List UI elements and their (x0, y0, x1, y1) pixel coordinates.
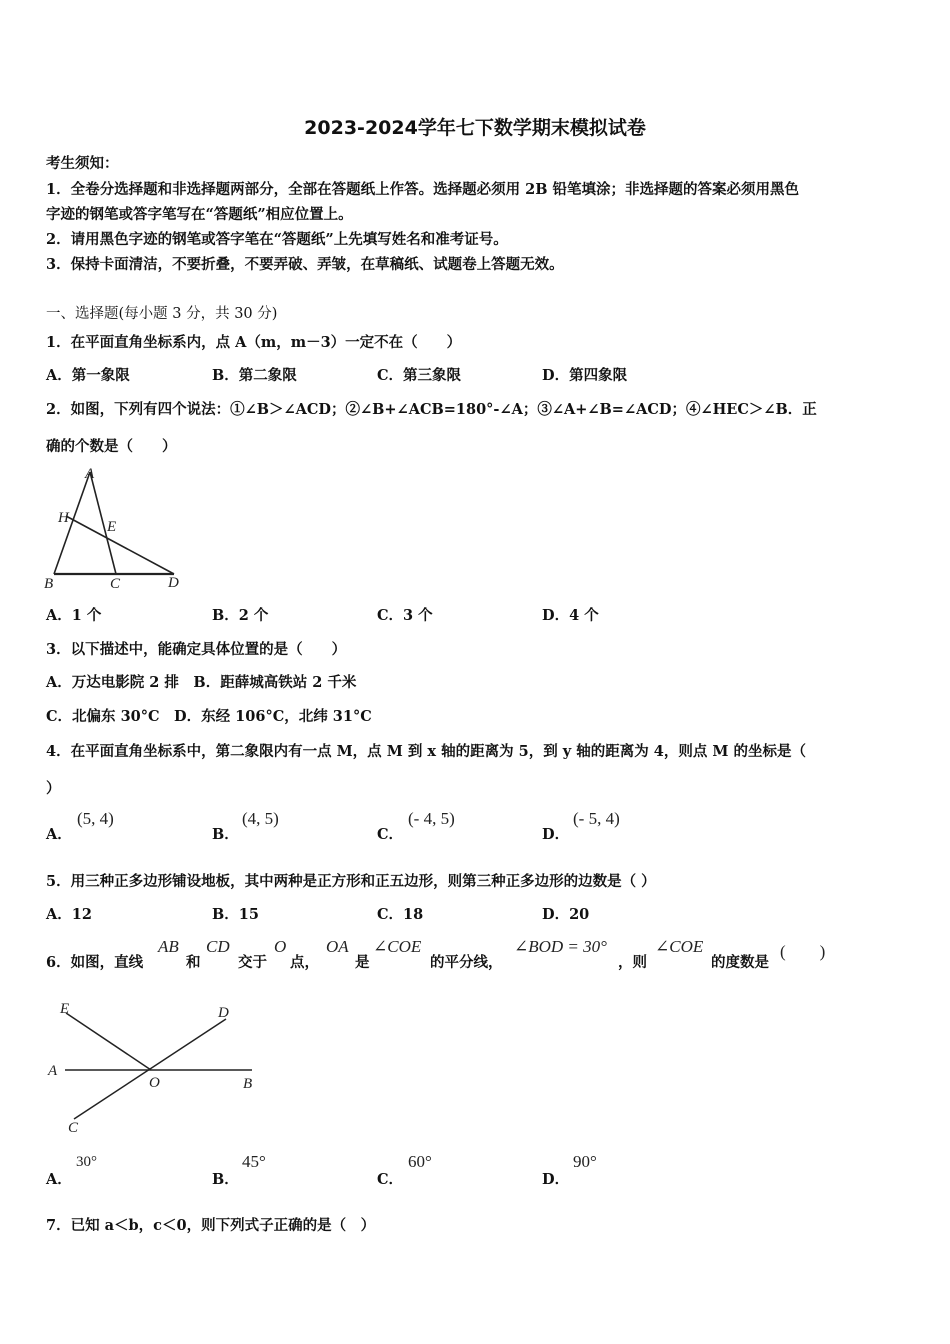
q3-options-ab[interactable]: A．万达电影院 2 排 B．距薛城高铁站 2 千米 (46, 674, 357, 691)
q2-label-e: E (107, 519, 117, 535)
q6-option-b-value: 45° (242, 1152, 266, 1171)
q6-text-6: 的平分线， (430, 954, 503, 971)
q6-label-b: B (243, 1076, 253, 1092)
q5-option-a[interactable]: A．12 (46, 906, 92, 923)
q2-triangle-figure (40, 462, 200, 597)
page-title: 2023-2024学年七下数学期末模拟试卷 (304, 117, 646, 139)
q5-stem: 5．用三种正多边形铺设地板，其中两种是正方形和正五边形，则第三种正多边形的边数是（ ） (46, 873, 656, 890)
q6-option-b[interactable]: B． (212, 1171, 239, 1188)
q2-label-b: B (44, 576, 54, 592)
notice-line-3: 3．保持卡面清洁，不要折叠，不要弄破、弄皱，在草稿纸、试题卷上答题无效。 (46, 256, 564, 273)
notice-heading: 考生须知： (46, 155, 119, 172)
q1-stem: 1．在平面直角坐标系内，点 A（m，m－3）一定不在（ ） (46, 334, 462, 351)
q6-text-3: 交于 (238, 954, 267, 971)
q4-option-d[interactable]: D． (542, 826, 570, 843)
q1-option-a[interactable]: A．第一象限 (46, 367, 130, 384)
notice-line-1b: 字迹的钢笔或答字笔写在“答题纸”相应位置上。 (46, 206, 353, 223)
q6-text-7: ，则 (618, 954, 647, 971)
q1-option-d[interactable]: D．第四象限 (542, 367, 628, 384)
q4-option-c-value: (- 4, 5) (408, 809, 455, 828)
q6-text-5: 是 (355, 954, 370, 971)
q6-math-o: O (274, 937, 287, 956)
q1-option-c[interactable]: C．第三象限 (377, 367, 462, 384)
q6-option-d-value: 90° (573, 1152, 597, 1171)
q6-math-bod: ∠BOD = 30° (514, 937, 607, 956)
q2-option-c[interactable]: C．3 个 (377, 607, 433, 624)
q6-label-e: E (60, 1001, 70, 1017)
q3-stem: 3．以下描述中，能确定具体位置的是（ ） (46, 641, 347, 658)
q6-option-a[interactable]: A． (46, 1171, 72, 1188)
q2-option-d[interactable]: D．4 个 (542, 607, 599, 624)
q6-label-c: C (68, 1120, 79, 1136)
q4-option-a[interactable]: A． (46, 826, 72, 843)
q2-label-a: A (85, 466, 95, 482)
q1-option-b[interactable]: B．第二象限 (212, 367, 297, 384)
q6-math-cd: CD (206, 937, 230, 956)
q6-text-4: 点， (290, 954, 319, 971)
q2-label-c: C (110, 576, 121, 592)
q2-option-a[interactable]: A．1 个 (46, 607, 102, 624)
q6-text-8: 的度数是 (711, 954, 769, 971)
q7-stem: 7．已知 a＜b，c＜0，则下列式子正确的是（ ） (46, 1217, 376, 1234)
q4-option-b-value: (4, 5) (242, 809, 279, 828)
q5-option-d[interactable]: D．20 (542, 906, 590, 923)
q6-text-2: 和 (186, 954, 201, 971)
q6-answer-paren: ( ) (780, 942, 826, 961)
q6-label-d: D (218, 1005, 229, 1021)
q6-math-oa: OA (326, 937, 349, 956)
q6-text-1: 6．如图，直线 (46, 954, 144, 971)
q6-option-c[interactable]: C． (377, 1171, 404, 1188)
q6-math-ab: AB (158, 937, 179, 956)
q6-option-a-value: 30° (76, 1154, 97, 1170)
q4-stem-b: ） (46, 780, 61, 797)
q6-option-d[interactable]: D． (542, 1171, 570, 1188)
q5-option-c[interactable]: C．18 (377, 906, 424, 923)
q4-stem-a: 4．在平面直角坐标系中，第二象限内有一点 M，点 M 到 x 轴的距离为 5，到 y 轴的距离为 4，则点 M 的坐标是（ (46, 743, 807, 760)
q2-option-b[interactable]: B．2 个 (212, 607, 269, 624)
q4-option-a-value: (5, 4) (77, 809, 114, 828)
q6-math-coe-2: ∠COE (655, 937, 704, 956)
q6-option-c-value: 60° (408, 1152, 432, 1171)
q3-options-cd[interactable]: C．北偏东 30°C D．东经 106°C，北纬 31°C (46, 708, 372, 725)
q2-stem-a: 2．如图，下列有四个说法：①∠B＞∠ACD；②∠B+∠ACB=180°-∠A；③∠A+∠B=∠ACD；④∠HEC＞∠B．正 (46, 401, 817, 418)
q6-label-a: A (48, 1063, 58, 1079)
q4-option-b[interactable]: B． (212, 826, 239, 843)
notice-line-1a: 1．全卷分选择题和非选择题两部分，全部在答题纸上作答。选择题必须用 2B 铅笔填涂；非选择题的答案必须用黑色 (46, 181, 800, 198)
q6-lines-figure (40, 995, 270, 1140)
q2-label-h: H (58, 510, 69, 526)
notice-line-2: 2．请用黑色字迹的钢笔或答字笔在“答题纸”上先填写姓名和准考证号。 (46, 231, 508, 248)
q5-option-b[interactable]: B．15 (212, 906, 259, 923)
q6-math-coe: ∠COE (373, 937, 422, 956)
q4-option-c[interactable]: C． (377, 826, 404, 843)
q4-option-d-value: (- 5, 4) (573, 809, 620, 828)
section-heading: 一、选择题(每小题 3 分，共 30 分) (46, 306, 278, 322)
q2-stem-b: 确的个数是（ ） (46, 438, 177, 455)
q6-label-o: O (149, 1075, 160, 1091)
q2-label-d: D (168, 575, 179, 591)
